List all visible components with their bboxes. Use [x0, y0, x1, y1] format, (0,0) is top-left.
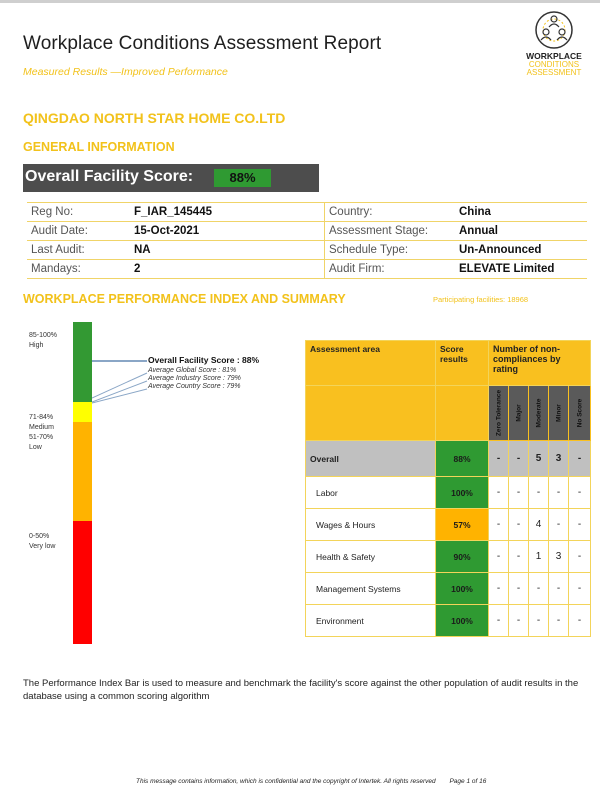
non-compliance-count: -	[509, 573, 529, 605]
general-info-heading: GENERAL INFORMATION	[23, 140, 175, 154]
assessment-area: Wages & Hours	[306, 509, 436, 541]
performance-index-bar	[29, 322, 92, 644]
non-compliance-count: -	[489, 441, 509, 477]
band-range: 0-50%	[29, 533, 50, 540]
info-value: Un-Announced	[455, 241, 587, 260]
wca-logo	[520, 10, 588, 77]
info-label: Country:	[325, 203, 456, 222]
non-compliance-count: -	[489, 477, 509, 509]
non-compliance-count: -	[549, 477, 569, 509]
non-compliance-count: -	[489, 509, 509, 541]
people-circle-icon	[534, 10, 574, 50]
score-result: 100%	[436, 573, 489, 605]
logo-text-assessment: ASSESSMENT	[526, 68, 582, 77]
info-row	[27, 222, 587, 241]
non-compliance-count: -	[569, 509, 591, 541]
info-value: NA	[130, 241, 325, 260]
band-range: 71-84%	[29, 414, 54, 421]
index-band-low	[73, 422, 92, 521]
score-result: 88%	[436, 441, 489, 477]
info-row	[27, 260, 587, 279]
company-name: QINGDAO NORTH STAR HOME CO.LTD	[23, 110, 286, 126]
callout-average-score: Average Industry Score : 79%	[148, 375, 241, 382]
assessment-area: Overall	[306, 441, 436, 477]
index-band-very-low	[73, 521, 92, 644]
header-assessment-area: Assessment area	[306, 341, 436, 386]
non-compliance-count: -	[489, 541, 509, 573]
score-result: 100%	[436, 477, 489, 509]
assessment-row	[306, 509, 591, 541]
logo-text-conditions: CONDITIONS	[528, 60, 580, 69]
band-level: Very low	[29, 543, 56, 550]
non-compliance-count: -	[569, 477, 591, 509]
info-label: Assessment Stage:	[325, 222, 456, 241]
index-bar-note: The Performance Index Bar is used to measure and benchmark the facility's score against the other population of audit results in the database using a common scoring algorithm	[23, 678, 579, 702]
band-label	[29, 433, 53, 453]
info-label: Schedule Type:	[325, 241, 456, 260]
assessment-row	[306, 605, 591, 637]
non-compliance-count: 3	[549, 441, 569, 477]
non-compliance-count: 3	[549, 541, 569, 573]
assessment-area: Health & Safety	[306, 541, 436, 573]
assessment-area: Environment	[306, 605, 436, 637]
non-compliance-count: -	[569, 541, 591, 573]
info-value: Annual	[455, 222, 587, 241]
band-range: 51-70%	[29, 434, 54, 441]
non-compliance-count: -	[509, 441, 529, 477]
performance-heading: WORKPLACE PERFORMANCE INDEX AND SUMMARY	[23, 292, 346, 306]
overall-score-value: 88%	[214, 169, 271, 187]
non-compliance-count: -	[569, 605, 591, 637]
non-compliance-count: 4	[529, 509, 549, 541]
index-band-high	[73, 322, 92, 402]
score-result: 100%	[436, 605, 489, 637]
info-value: 2	[130, 260, 325, 279]
non-compliance-count: 5	[529, 441, 549, 477]
non-compliance-count: -	[549, 573, 569, 605]
callout-average-score: Average Global Score : 81%	[148, 367, 237, 374]
rating-header-label: No Score	[576, 398, 583, 428]
rating-header-label: Major	[515, 404, 522, 422]
report-subtitle: Measured Results —Improved Performance	[23, 66, 228, 78]
band-label	[29, 413, 54, 433]
header-spacer-score	[436, 386, 489, 441]
top-border	[0, 0, 600, 3]
score-result: 90%	[436, 541, 489, 573]
non-compliance-count: -	[489, 605, 509, 637]
info-row	[27, 203, 587, 222]
rating-header	[569, 386, 591, 441]
callout-overall-score: Overall Facility Score : 88%	[148, 355, 260, 365]
band-level: Medium	[29, 424, 54, 431]
callout-average-score: Average Country Score : 79%	[148, 383, 241, 390]
non-compliance-count: -	[549, 605, 569, 637]
non-compliance-count: -	[529, 477, 549, 509]
header-spacer-area	[306, 386, 436, 441]
index-band-medium	[73, 402, 92, 422]
rating-header	[489, 386, 509, 441]
logo-text-workplace: WORKPLACE	[526, 51, 582, 61]
general-info-table	[27, 202, 587, 279]
info-value: 15-Oct-2021	[130, 222, 325, 241]
non-compliance-count: -	[529, 605, 549, 637]
non-compliance-count: -	[509, 605, 529, 637]
info-label: Last Audit:	[27, 241, 130, 260]
participating-facilities: Participating facilities: 18968	[433, 295, 529, 304]
assessment-row	[306, 573, 591, 605]
non-compliance-count: -	[549, 509, 569, 541]
rating-header-label: Minor	[555, 404, 562, 422]
band-label	[29, 532, 55, 552]
info-row	[27, 241, 587, 260]
non-compliance-count: -	[569, 441, 591, 477]
overall-score-banner	[23, 164, 319, 192]
rating-header-label: Zero Tolerance	[495, 389, 502, 437]
assessment-area: Labor	[306, 477, 436, 509]
rating-header-label: Moderate	[535, 398, 542, 428]
rating-header	[549, 386, 569, 441]
footer	[136, 778, 486, 785]
info-label: Audit Date:	[27, 222, 130, 241]
score-result: 57%	[436, 509, 489, 541]
non-compliance-count: -	[569, 573, 591, 605]
score-callout-lines	[92, 322, 292, 442]
non-compliance-count: -	[529, 573, 549, 605]
assessment-area: Management Systems	[306, 573, 436, 605]
non-compliance-count: -	[509, 541, 529, 573]
callout-line-global	[92, 373, 147, 398]
info-label: Reg No:	[27, 203, 130, 222]
assessment-row	[306, 477, 591, 509]
footer-disclaimer: This message contains information, which is confidential and the copyright of Intertek. All rights reserved	[136, 778, 436, 785]
info-label: Audit Firm:	[325, 260, 456, 279]
overall-row	[306, 441, 591, 477]
rating-header	[529, 386, 549, 441]
header-score-results: Score results	[436, 341, 489, 386]
info-value: F_IAR_145445	[130, 203, 325, 222]
assessment-summary-table	[305, 340, 591, 637]
band-label	[29, 331, 57, 351]
header-non-compliances: Number of non-compliances by rating	[489, 341, 591, 386]
non-compliance-count: -	[489, 573, 509, 605]
info-value: ELEVATE Limited	[455, 260, 587, 279]
rating-header	[509, 386, 529, 441]
page-number: Page 1 of 16	[449, 778, 487, 785]
info-value: China	[455, 203, 587, 222]
band-level: Low	[29, 444, 42, 451]
band-level: High	[29, 342, 44, 349]
non-compliance-count: -	[509, 509, 529, 541]
overall-score-label: Overall Facility Score:	[25, 168, 194, 185]
non-compliance-count: -	[509, 477, 529, 509]
band-range: 85-100%	[29, 332, 58, 339]
assessment-row	[306, 541, 591, 573]
info-label: Mandays:	[27, 260, 130, 279]
report-title: Workplace Conditions Assessment Report	[23, 33, 382, 54]
non-compliance-count: 1	[529, 541, 549, 573]
